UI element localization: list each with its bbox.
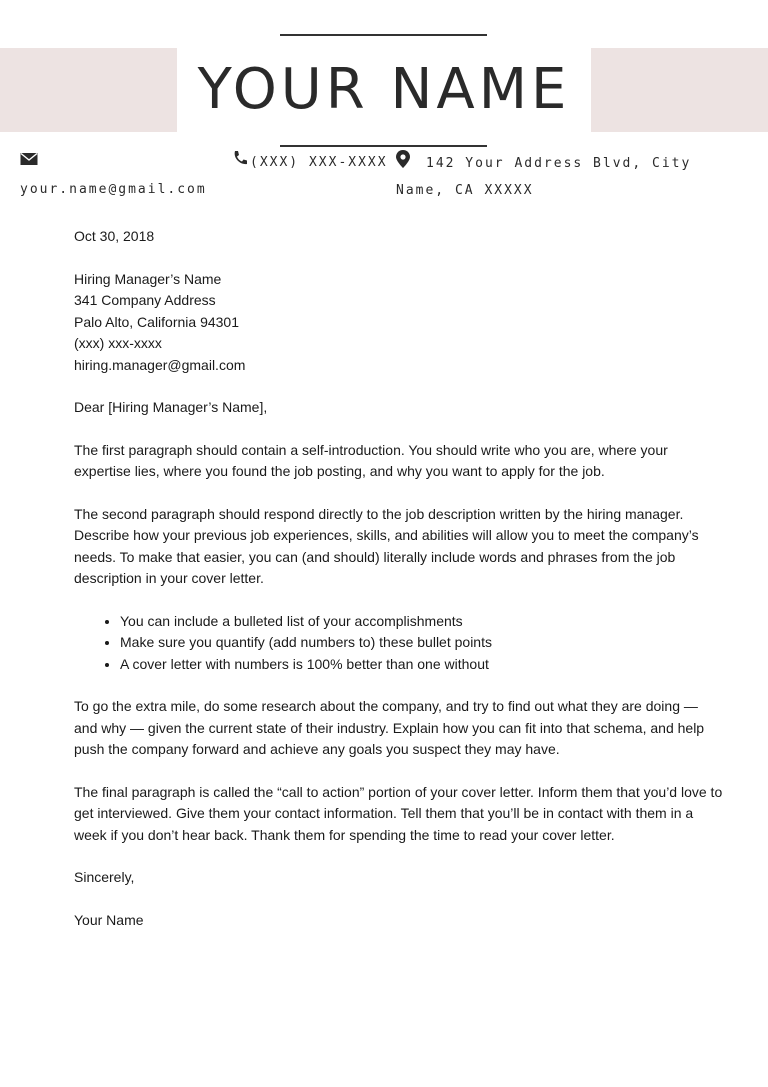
envelope-icon [20, 150, 38, 176]
salutation: Dear [Hiring Manager’s Name], [74, 399, 268, 415]
recipient-block [74, 269, 724, 377]
paragraph-research: To go the extra mile, do some research about the company, and try to find out what they are doing — and why — given the current state of their industry. Explain how you can fit into that schema, and help push the company forward and achieve any goals you suspect they may have. [74, 698, 705, 757]
closing: Sincerely, [74, 869, 135, 885]
letter-date: Oct 30, 2018 [74, 228, 155, 244]
recipient-line: hiring.manager@gmail.com [74, 356, 246, 373]
header-rule-top [280, 34, 487, 36]
recipient-line: Hiring Manager’s Name [74, 270, 222, 287]
header-accent-left [0, 48, 177, 132]
recipient-line: 341 Company Address [74, 292, 216, 308]
address-text: 142 Your Address Blvd, City Name, CA XXXXX [396, 156, 692, 198]
contact-address [396, 150, 746, 198]
phone-icon [232, 150, 248, 176]
phone-text: (XXX) XXX-XXXX [250, 155, 388, 170]
list-item: • Make sure you quantify (add numbers to) these bullet points [120, 632, 724, 654]
recipient-line: Palo Alto, California 94301 [74, 313, 239, 330]
letter-body [74, 226, 724, 952]
signature: Your Name [74, 911, 144, 928]
recipient-line: (xxx) xxx-xxxx [74, 335, 162, 351]
email-text: your.name@gmail.com [20, 181, 207, 197]
list-item: • A cover letter with numbers is 100% better than one without [120, 654, 724, 676]
header-rule-bottom [280, 145, 487, 147]
applicant-name: YOUR NAME [197, 57, 571, 122]
paragraph-call-to-action: The final paragraph is called the “call to action” portion of your cover letter. Inform them that you’d love to get interviewed. Give them your contact information. Tell them that you’ll be in contact with them in a week if you don’t hear back. Thank them for spending the time to read your cover letter. [74, 783, 723, 843]
list-item: • You can include a bulleted list of your accomplishments [120, 611, 724, 633]
contact-email [20, 150, 216, 197]
paragraph-intro: The first paragraph should contain a self-introduction. You should write who you are, where your expertise lies, where you found the job posting, and why you want to apply for the job. [74, 441, 668, 479]
header-accent-right [591, 48, 768, 132]
paragraph-experience: The second paragraph should respond directly to the job description written by the hiring manager. Describe how your previous job experiences, skills, and abilities will allow you to meet the company’s needs. To make that easier, you can (and should) literally include words and phrases from the job description in your cover letter. [74, 505, 699, 586]
accomplishment-list [74, 611, 724, 676]
map-pin-icon [396, 150, 410, 178]
contact-phone [232, 150, 392, 182]
